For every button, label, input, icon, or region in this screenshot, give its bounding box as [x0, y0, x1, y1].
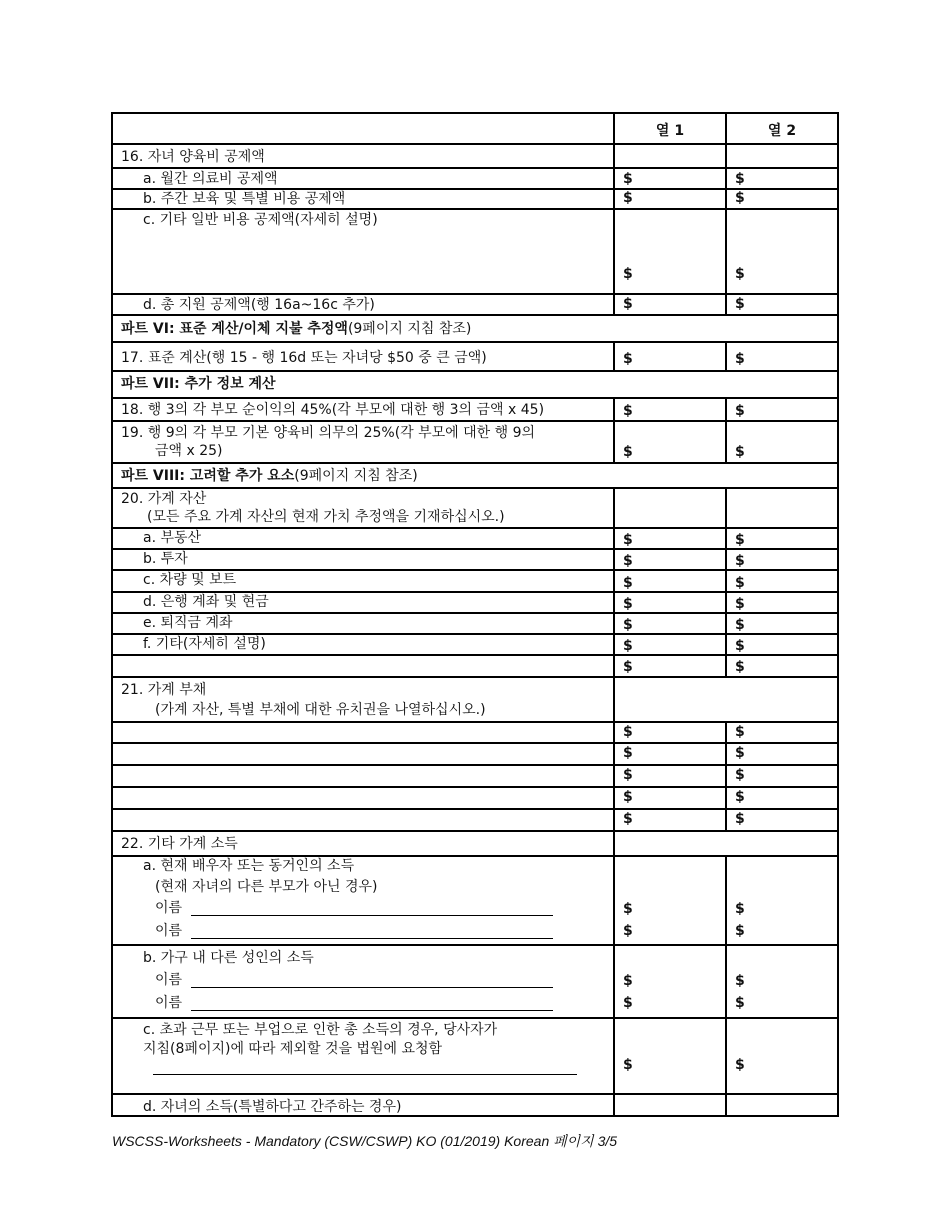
row-21-title: 21. 가계 부채 (가계 자산, 특별 부채에 대한 유치권을 나열하십시오.): [113, 676, 837, 721]
name-line[interactable]: [191, 938, 553, 939]
explanation-line[interactable]: [153, 1074, 577, 1075]
name-line[interactable]: [191, 987, 553, 988]
column-2-header: 열 2: [767, 123, 797, 139]
row-19: 19. 행 9의 각 부모 기본 양육비 의무의 25%(각 부모에 대한 행 9의 금액 x 25) $ $: [113, 420, 837, 462]
row-18: 18. 행 3의 각 부모 순이익의 45%(각 부모에 대한 행 3의 금액 x 45) $ $: [113, 397, 837, 420]
row-20b: b. 투자 $ $: [113, 548, 837, 569]
row-16-title: 16. 자녀 양육비 공제액: [113, 143, 837, 167]
row-16d: d. 총 지원 공제액(행 16a~16c 추가) $ $: [113, 293, 837, 314]
row-22d: d. 자녀의 소득(특별하다고 간주하는 경우): [113, 1093, 837, 1117]
part-6-heading: 파트 VI: 표준 계산/이체 지불 추정액(9페이지 지침 참조): [113, 314, 837, 341]
row-20-title: 20. 가계 자산 (모든 주요 가계 자산의 현재 가치 추정액을 기재하십시오.): [113, 487, 837, 527]
row-21-debt-5: $ $: [113, 808, 837, 830]
row-21-debt-3: $ $: [113, 764, 837, 786]
row-20f: f. 기타(자세히 설명) $ $: [113, 633, 837, 654]
row-21-debt-2: $ $: [113, 742, 837, 764]
row-16b: b. 주간 보육 및 특별 비용 공제액 $ $: [113, 188, 837, 208]
row-20-extra: $ $: [113, 654, 837, 676]
row-17: 17. 표준 계산(행 15 - 행 16d 또는 자녀당 $50 중 큰 금액) $ $: [113, 341, 837, 370]
row-20e: e. 퇴직금 계좌 $ $: [113, 612, 837, 633]
row-21-debt-1: $ $: [113, 721, 837, 742]
page-footer: WSCSS-Worksheets - Mandatory (CSW/CSWP) KO (01/2019) Korean 페이지 3/5: [112, 1133, 618, 1149]
row-22a: a. 현재 배우자 또는 동거인의 소득 (현재 자녀의 다른 부모가 아닌 경우) 이름 이름 $ $ $ $: [113, 855, 837, 944]
row-22c: c. 초과 근무 또는 부업으로 인한 총 소득의 경우, 당사자가 지침(8페이지)에 따라 제외할 것을 법원에 요청함 $ $: [113, 1017, 837, 1093]
row-22b: b. 가구 내 다른 성인의 소득 이름 이름 $ $ $ $: [113, 944, 837, 1017]
row-16c: c. 기타 일반 비용 공제액(자세히 설명) $ $: [113, 208, 837, 293]
part-8-heading: 파트 VIII: 고려할 추가 요소(9페이지 지침 참조): [113, 462, 837, 487]
part-7-heading: 파트 VII: 추가 정보 계산: [113, 370, 837, 397]
name-line[interactable]: [191, 1010, 553, 1011]
row-20a: a. 부동산 $ $: [113, 527, 837, 548]
row-21-debt-4: $ $: [113, 786, 837, 808]
worksheet-table: [111, 112, 839, 1117]
row-20d: d. 은행 계좌 및 현금 $ $: [113, 591, 837, 612]
header-row: [113, 114, 837, 143]
column-1-header: 열 1: [655, 123, 685, 139]
row-16a: a. 월간 의료비 공제액 $ $: [113, 167, 837, 188]
row-20c: c. 차량 및 보트 $ $: [113, 569, 837, 591]
name-line[interactable]: [191, 915, 553, 916]
row-22-title: 22. 기타 가계 소득: [113, 830, 837, 855]
